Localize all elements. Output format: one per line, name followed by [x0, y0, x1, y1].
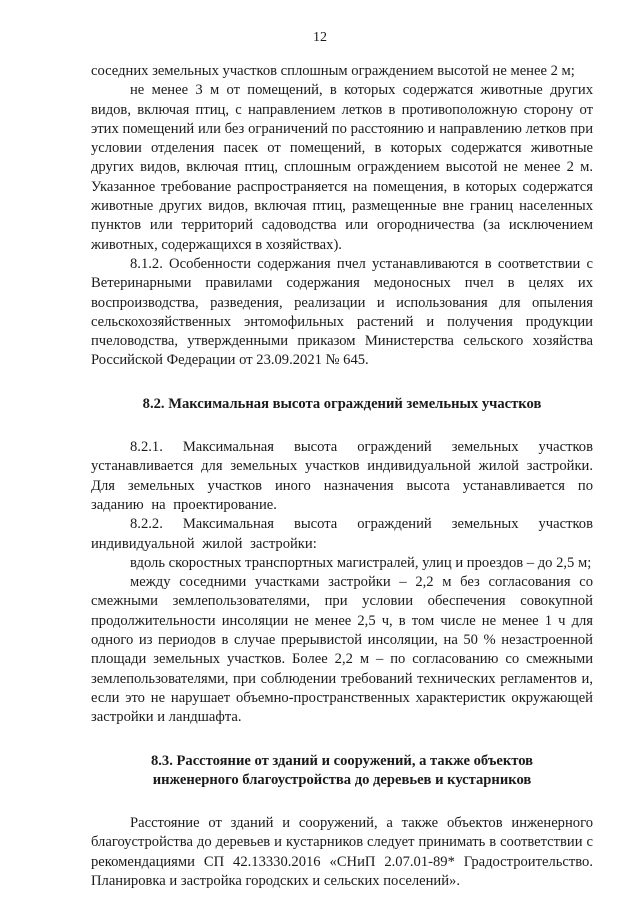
paragraph-distance-from-animals: не менее 3 м от помещений, в которых содержатся животные других видов, включая птиц, с направлением летков в противоположную сторону от этих помещений или без ограничений по расстоянию и направлению летков при условии отделения пасек от помещений, в которых содержатся животные других видов, включая птиц, сплошным ограждением высотой не менее 2 м. Указанное требование распространяется на помещения, в которых содержатся животные других видов, включая птиц, размещенные вне границ населенных пунктов или территорий садоводства или огородничества (за исключением животных, содержащихся в хозяйствах).: [91, 82, 593, 253]
paragraph-along-highways: вдоль скоростных транспортных магистралей, улиц и проездов – до 2,5 м;: [130, 554, 592, 571]
paragraph-8-1-2: 8.1.2. Особенности содержания пчел устанавливаются в соответствии с Ветеринарными правилами содержания медоносных пчел в целях их воспроизводства, разведения, реализации и использования для опыления сельскохозяйственных энтомофильных растений и получения продукции пчеловодства, утвержденными приказом Министерства сельского хозяйства Российской Федерации от 23.09.2021 № 645.: [91, 255, 593, 369]
paragraph-8-2-1: 8.2.1. Максимальная высота ограждений земельных участков устанавливается для земельных участков индивидуальной жилой застройки. Для земельных участков иного назначения высота устанавливается по заданию на проектирование.: [91, 439, 593, 513]
section-heading-8-3: [91, 752, 593, 791]
page-body: [91, 62, 593, 891]
section-heading-8-3-line2: инженерного благоустройства до деревьев и кустарников: [152, 771, 532, 788]
section-heading-8-2: 8.2. Максимальная высота ограждений земельных участков: [142, 395, 542, 412]
page-number: 12: [313, 30, 327, 45]
section-heading-8-3-line1: 8.3. Расстояние от зданий и сооружений, а также объектов: [150, 752, 534, 769]
paragraph-fence-neighbors: соседних земельных участков сплошным ограждением высотой не менее 2 м;: [91, 63, 575, 79]
paragraph-8-2-2: 8.2.2. Максимальная высота ограждений земельных участков индивидуальной жилой застройки:: [91, 516, 593, 552]
paragraph-between-plots: между соседними участками застройки – 2,2 м без согласования со смежными землепользователями, при условии обеспечения совокупной продолжительности инсоляции не менее 2,5 ч, в том числе не менее 1 ч для одного из периодов в случае прерывистой инсоляции, на 50 % незастроенной площади земельных участков. Более 2,2 м – по согласованию со смежными землепользователями, при соблюдении требований технических регламентов и, если это не нарушает объемно-пространственных характеристик окружающей застройки и ландшафта.: [91, 574, 593, 726]
paragraph-8-3-distance: Расстояние от зданий и сооружений, а также объектов инженерного благоустройства до деревьев и кустарников следует принимать в соответствии с рекомендациями СП 42.13330.2016 «СНиП 2.07.01-89* Градостроительство. Планировка и застройка городских и сельских поселений».: [91, 815, 593, 889]
